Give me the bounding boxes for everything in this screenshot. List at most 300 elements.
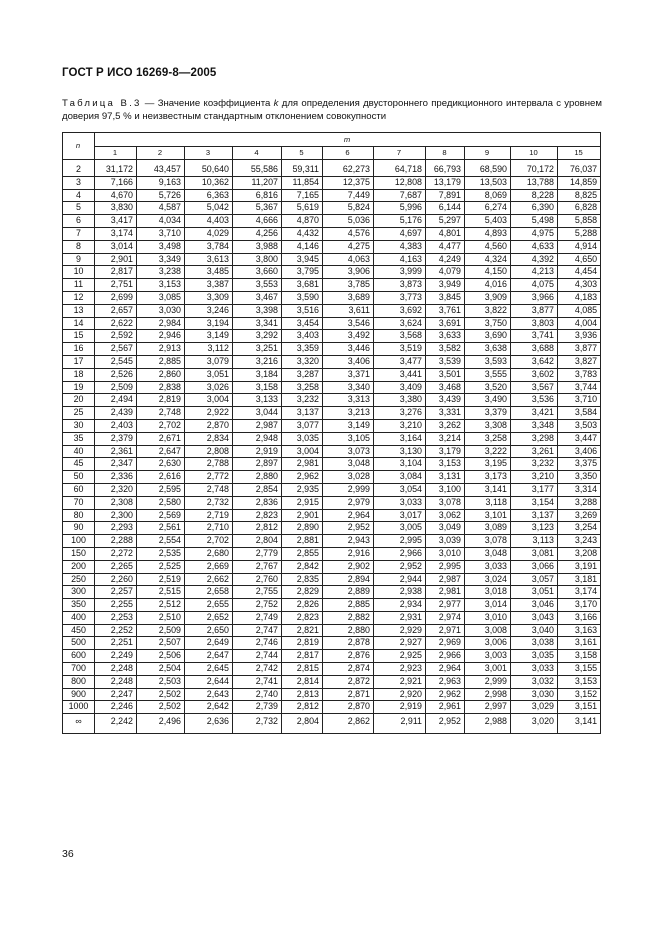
table-cell: 2,702 [185, 535, 233, 548]
table-cell: 2,981 [426, 586, 465, 599]
table-cell: 2,987 [233, 419, 282, 432]
table-row [63, 675, 601, 688]
table-cell: 3,238 [137, 266, 185, 279]
caption-text-before-k: — Значение коэффициента [141, 98, 274, 109]
table-cell: 2,657 [95, 304, 137, 317]
table-row [63, 317, 601, 330]
m-column-header: 6 [323, 147, 374, 160]
table-cell: 3,081 [511, 547, 558, 560]
table-cell: 12,375 [323, 176, 374, 189]
table-cell: 2,748 [185, 483, 233, 496]
table-cell: 3,877 [511, 304, 558, 317]
table-cell: 2,952 [426, 714, 465, 734]
table-cell: 2,961 [426, 701, 465, 714]
table-cell: 3,043 [511, 611, 558, 624]
table-cell: 2,503 [137, 675, 185, 688]
table-cell: 2,995 [374, 535, 426, 548]
table-cell: 3,035 [511, 650, 558, 663]
table-cell: 6,363 [185, 189, 233, 202]
table-cell: 3,371 [323, 368, 374, 381]
table-cell: 64,718 [374, 160, 426, 177]
table-cell: 3,341 [233, 317, 282, 330]
table-cell: 3,149 [185, 330, 233, 343]
table-cell: 8,825 [558, 189, 601, 202]
table-cell: 3,216 [233, 355, 282, 368]
table-cell: 4,576 [323, 227, 374, 240]
table-cell: 2,885 [323, 599, 374, 612]
table-cell: 3,406 [323, 355, 374, 368]
table-cell: 3,008 [465, 624, 511, 637]
table-cell: 3,048 [323, 458, 374, 471]
row-n-value: 12 [63, 291, 95, 304]
table-cell: 2,719 [185, 509, 233, 522]
table-cell: 2,946 [137, 330, 185, 343]
table-cell: 2,889 [323, 586, 374, 599]
table-cell: 2,740 [233, 688, 282, 701]
table-cell: 3,261 [511, 445, 558, 458]
table-cell: 4,150 [465, 266, 511, 279]
table-cell: 2,739 [233, 701, 282, 714]
table-cell: 3,112 [185, 343, 233, 356]
table-cell: 2,943 [323, 535, 374, 548]
table-cell: 4,029 [185, 227, 233, 240]
table-cell: 3,174 [95, 227, 137, 240]
table-cell: 3,130 [374, 445, 426, 458]
table-body [63, 160, 601, 734]
table-cell: 7,165 [282, 189, 323, 202]
table-cell: 3,024 [465, 573, 511, 586]
table-row [63, 458, 601, 471]
table-cell: 4,801 [426, 227, 465, 240]
table-row [63, 611, 601, 624]
m-column-header: 9 [465, 147, 511, 160]
n-column-header: n [63, 133, 95, 160]
table-cell: 3,681 [282, 279, 323, 292]
table-cell: 2,249 [95, 650, 137, 663]
table-cell: 2,662 [185, 573, 233, 586]
table-cell: 4,146 [282, 240, 323, 253]
table-cell: 3,113 [511, 535, 558, 548]
table-cell: 3,999 [374, 266, 426, 279]
table-cell: 3,033 [511, 663, 558, 676]
table-cell: 2,855 [282, 547, 323, 560]
table-cell: 3,026 [185, 381, 233, 394]
table-cell: 3,258 [465, 432, 511, 445]
table-cell: 2,308 [95, 496, 137, 509]
table-cell: 3,690 [465, 330, 511, 343]
table-cell: 3,161 [558, 637, 601, 650]
table-cell: 7,891 [426, 189, 465, 202]
coefficient-table [62, 132, 601, 734]
table-row [63, 240, 601, 253]
table-cell: 3,516 [282, 304, 323, 317]
m-column-header: 4 [233, 147, 282, 160]
m-column-header: 3 [185, 147, 233, 160]
table-cell: 3,822 [465, 304, 511, 317]
table-cell: 3,020 [511, 714, 558, 734]
row-n-value: 90 [63, 522, 95, 535]
table-cell: 2,507 [137, 637, 185, 650]
table-cell: 2,361 [95, 445, 137, 458]
table-cell: 2,732 [185, 496, 233, 509]
table-cell: 3,222 [465, 445, 511, 458]
table-cell: 2,894 [323, 573, 374, 586]
table-cell: 2,680 [185, 547, 233, 560]
table-cell: 2,838 [137, 381, 185, 394]
table-cell: 3,406 [558, 445, 601, 458]
row-n-value: 40 [63, 445, 95, 458]
table-cell: 3,590 [282, 291, 323, 304]
table-row [63, 496, 601, 509]
table-cell: 5,367 [233, 202, 282, 215]
table-cell: 3,232 [511, 458, 558, 471]
table-cell: 2,246 [95, 701, 137, 714]
table-row [63, 483, 601, 496]
row-n-value: 8 [63, 240, 95, 253]
table-cell: 2,969 [426, 637, 465, 650]
table-cell: 3,710 [137, 227, 185, 240]
table-row [63, 445, 601, 458]
table-cell: 2,526 [95, 368, 137, 381]
table-cell: 3,691 [426, 317, 465, 330]
table-caption [62, 98, 602, 123]
table-cell: 7,687 [374, 189, 426, 202]
table-cell: 70,172 [511, 160, 558, 177]
table-cell: 2,504 [137, 663, 185, 676]
table-cell: 2,248 [95, 663, 137, 676]
table-cell: 2,984 [137, 317, 185, 330]
table-cell: 2,260 [95, 573, 137, 586]
table-cell: 3,073 [323, 445, 374, 458]
table-cell: 3,520 [465, 381, 511, 394]
table-cell: 3,539 [426, 355, 465, 368]
table-cell: 4,697 [374, 227, 426, 240]
table-cell: 4,454 [558, 266, 601, 279]
table-row [63, 535, 601, 548]
table-cell: 6,828 [558, 202, 601, 215]
table-cell: 2,616 [137, 471, 185, 484]
table-cell: 2,821 [282, 624, 323, 637]
row-n-value: 250 [63, 573, 95, 586]
table-row [63, 407, 601, 420]
table-cell: 5,176 [374, 215, 426, 228]
table-cell: 2,751 [95, 279, 137, 292]
table-cell: 3,029 [511, 701, 558, 714]
table-cell: 3,555 [465, 368, 511, 381]
table-cell: 2,347 [95, 458, 137, 471]
table-cell: 3,164 [374, 432, 426, 445]
table-row [63, 266, 601, 279]
table-cell: 3,936 [558, 330, 601, 343]
table-cell: 3,602 [511, 368, 558, 381]
table-cell: 3,246 [185, 304, 233, 317]
table-cell: 2,293 [95, 522, 137, 535]
table-cell: 2,977 [426, 599, 465, 612]
table-cell: 4,256 [233, 227, 282, 240]
table-cell: 3,038 [511, 637, 558, 650]
table-cell: 3,498 [137, 240, 185, 253]
table-cell: 3,085 [137, 291, 185, 304]
table-cell: 2,253 [95, 611, 137, 624]
row-n-value: 5 [63, 202, 95, 215]
table-cell: 3,014 [465, 599, 511, 612]
row-n-value: 50 [63, 471, 95, 484]
table-cell: 2,934 [374, 599, 426, 612]
table-cell: 3,688 [511, 343, 558, 356]
table-cell: 43,457 [137, 160, 185, 177]
table-cell: 3,030 [511, 688, 558, 701]
table-row [63, 176, 601, 189]
table-cell: 5,288 [558, 227, 601, 240]
table-cell: 3,028 [323, 471, 374, 484]
table-cell: 3,350 [558, 471, 601, 484]
row-n-value: 60 [63, 483, 95, 496]
table-cell: 2,732 [233, 714, 282, 734]
table-cell: 3,877 [558, 343, 601, 356]
table-cell: 2,974 [426, 611, 465, 624]
table-cell: 3,568 [374, 330, 426, 343]
table-row [63, 202, 601, 215]
table-cell: 3,689 [323, 291, 374, 304]
table-cell: 50,640 [185, 160, 233, 177]
table-cell: 3,492 [323, 330, 374, 343]
table-cell: 3,613 [185, 253, 233, 266]
table-cell: 3,014 [95, 240, 137, 253]
table-cell: 3,084 [374, 471, 426, 484]
table-cell: 2,962 [282, 471, 323, 484]
table-cell: 2,911 [374, 714, 426, 734]
table-cell: 2,842 [282, 560, 323, 573]
table-cell: 4,914 [558, 240, 601, 253]
table-cell: 2,592 [95, 330, 137, 343]
table-cell: 3,380 [374, 394, 426, 407]
row-n-value: 1000 [63, 701, 95, 714]
table-cell: 2,819 [137, 394, 185, 407]
table-cell: 2,836 [233, 496, 282, 509]
table-row [63, 355, 601, 368]
table-cell: 2,915 [282, 496, 323, 509]
table-cell: 3,039 [426, 535, 465, 548]
row-n-value: 15 [63, 330, 95, 343]
table-cell: 3,035 [282, 432, 323, 445]
table-cell: 3,349 [137, 253, 185, 266]
table-cell: 2,439 [95, 407, 137, 420]
table-row [63, 160, 601, 177]
table-cell: 3,181 [558, 573, 601, 586]
row-n-value: 3 [63, 176, 95, 189]
table-cell: 3,784 [185, 240, 233, 253]
table-cell: 4,477 [426, 240, 465, 253]
row-n-value: 450 [63, 624, 95, 637]
table-cell: 3,184 [233, 368, 282, 381]
table-cell: 2,999 [465, 675, 511, 688]
table-cell: 8,228 [511, 189, 558, 202]
table-cell: 2,512 [137, 599, 185, 612]
table-cell: 4,403 [185, 215, 233, 228]
table-cell: 2,823 [282, 611, 323, 624]
table-cell: 3,153 [137, 279, 185, 292]
table-cell: 2,496 [137, 714, 185, 734]
table-cell: 4,034 [137, 215, 185, 228]
table-cell: 3,048 [465, 547, 511, 560]
table-cell: 2,916 [323, 547, 374, 560]
table-cell: 2,658 [185, 586, 233, 599]
table-row [63, 688, 601, 701]
coefficient-symbol: k [273, 98, 279, 109]
table-cell: 3,584 [558, 407, 601, 420]
table-cell: 2,747 [233, 624, 282, 637]
table-cell: 5,996 [374, 202, 426, 215]
table-cell: 3,741 [511, 330, 558, 343]
row-n-value: 700 [63, 663, 95, 676]
table-cell: 3,100 [426, 483, 465, 496]
table-cell: 4,587 [137, 202, 185, 215]
table-cell: 4,666 [233, 215, 282, 228]
table-cell: 3,642 [511, 355, 558, 368]
table-cell: 2,515 [137, 586, 185, 599]
table-cell: 4,079 [426, 266, 465, 279]
table-cell: 3,314 [558, 483, 601, 496]
table-cell: 2,870 [323, 701, 374, 714]
table-cell: 2,510 [137, 611, 185, 624]
table-cell: 3,379 [465, 407, 511, 420]
table-cell: 3,017 [374, 509, 426, 522]
m-column-header: 2 [137, 147, 185, 160]
table-row [63, 509, 601, 522]
table-cell: 4,249 [426, 253, 465, 266]
table-cell: 3,033 [374, 496, 426, 509]
table-cell: 2,897 [233, 458, 282, 471]
row-n-value: 20 [63, 394, 95, 407]
table-cell: 3,118 [465, 496, 511, 509]
table-cell: 3,078 [465, 535, 511, 548]
table-cell: 3,066 [511, 560, 558, 573]
row-n-value: 800 [63, 675, 95, 688]
table-row [63, 368, 601, 381]
table-cell: 2,519 [137, 573, 185, 586]
table-cell: 2,872 [323, 675, 374, 688]
table-cell: 3,137 [511, 509, 558, 522]
table-cell: 4,383 [374, 240, 426, 253]
table-cell: 2,252 [95, 624, 137, 637]
table-cell: 2,642 [185, 701, 233, 714]
table-cell: 2,336 [95, 471, 137, 484]
table-cell: 3,004 [282, 445, 323, 458]
table-cell: 2,913 [137, 343, 185, 356]
table-cell: 4,063 [323, 253, 374, 266]
table-cell: 3,210 [511, 471, 558, 484]
table-cell: 2,944 [374, 573, 426, 586]
table-cell: 2,881 [282, 535, 323, 548]
table-cell: 2,885 [137, 355, 185, 368]
table-cell: 2,920 [374, 688, 426, 701]
table-cell: 4,975 [511, 227, 558, 240]
table-cell: 2,882 [323, 611, 374, 624]
table-cell: 3,089 [465, 522, 511, 535]
table-cell: 4,324 [465, 253, 511, 266]
table-cell: 3,553 [233, 279, 282, 292]
table-cell: 3,949 [426, 279, 465, 292]
table-cell: 3,288 [558, 496, 601, 509]
table-cell: 3,827 [558, 355, 601, 368]
table-row [63, 189, 601, 202]
m-column-header: 7 [374, 147, 426, 160]
table-cell: 3,040 [511, 624, 558, 637]
table-row [63, 637, 601, 650]
table-cell: 5,036 [323, 215, 374, 228]
table-cell: 3,018 [465, 586, 511, 599]
table-cell: 2,741 [233, 675, 282, 688]
table-row [63, 663, 601, 676]
table-cell: 3,137 [282, 407, 323, 420]
table-cell: 2,767 [233, 560, 282, 573]
table-cell: 2,699 [95, 291, 137, 304]
row-n-value: 2 [63, 160, 95, 177]
table-cell: 3,287 [282, 368, 323, 381]
table-cell: 2,561 [137, 522, 185, 535]
table-cell: 2,979 [323, 496, 374, 509]
table-cell: 2,935 [282, 483, 323, 496]
table-cell: 4,183 [558, 291, 601, 304]
table-row [63, 291, 601, 304]
table-cell: 3,158 [558, 650, 601, 663]
table-cell: 3,105 [323, 432, 374, 445]
table-cell: 3,153 [558, 675, 601, 688]
table-cell: 4,392 [511, 253, 558, 266]
table-cell: 2,509 [95, 381, 137, 394]
table-cell: 55,586 [233, 160, 282, 177]
table-row [63, 419, 601, 432]
table-cell: 2,755 [233, 586, 282, 599]
table-row [63, 560, 601, 573]
table-cell: 2,710 [185, 522, 233, 535]
table-cell: 2,890 [282, 522, 323, 535]
table-cell: 4,004 [558, 317, 601, 330]
table-cell: 3,149 [323, 419, 374, 432]
table-cell: 3,988 [233, 240, 282, 253]
row-n-value: 400 [63, 611, 95, 624]
table-cell: 2,545 [95, 355, 137, 368]
table-cell: 3,030 [137, 304, 185, 317]
table-cell: 3,403 [282, 330, 323, 343]
table-cell: 66,793 [426, 160, 465, 177]
table-cell: 31,172 [95, 160, 137, 177]
table-cell: 7,166 [95, 176, 137, 189]
table-cell: 3,177 [511, 483, 558, 496]
table-cell: 4,893 [465, 227, 511, 240]
table-cell: 3,044 [233, 407, 282, 420]
table-cell: 3,593 [465, 355, 511, 368]
table-cell: 2,923 [374, 663, 426, 676]
table-cell: 2,963 [426, 675, 465, 688]
table-cell: 2,997 [465, 701, 511, 714]
table-row [63, 599, 601, 612]
table-cell: 3,173 [465, 471, 511, 484]
table-cell: 2,919 [233, 445, 282, 458]
table-cell: 3,194 [185, 317, 233, 330]
table-cell: 2,257 [95, 586, 137, 599]
table-cell: 13,503 [465, 176, 511, 189]
table-cell: 3,077 [282, 419, 323, 432]
table-cell: 2,671 [137, 432, 185, 445]
table-cell: 3,633 [426, 330, 465, 343]
table-cell: 2,779 [233, 547, 282, 560]
table-cell: 3,251 [233, 343, 282, 356]
table-cell: 3,131 [426, 471, 465, 484]
table-cell: 3,208 [558, 547, 601, 560]
table-cell: 3,773 [374, 291, 426, 304]
table-cell: 2,379 [95, 432, 137, 445]
